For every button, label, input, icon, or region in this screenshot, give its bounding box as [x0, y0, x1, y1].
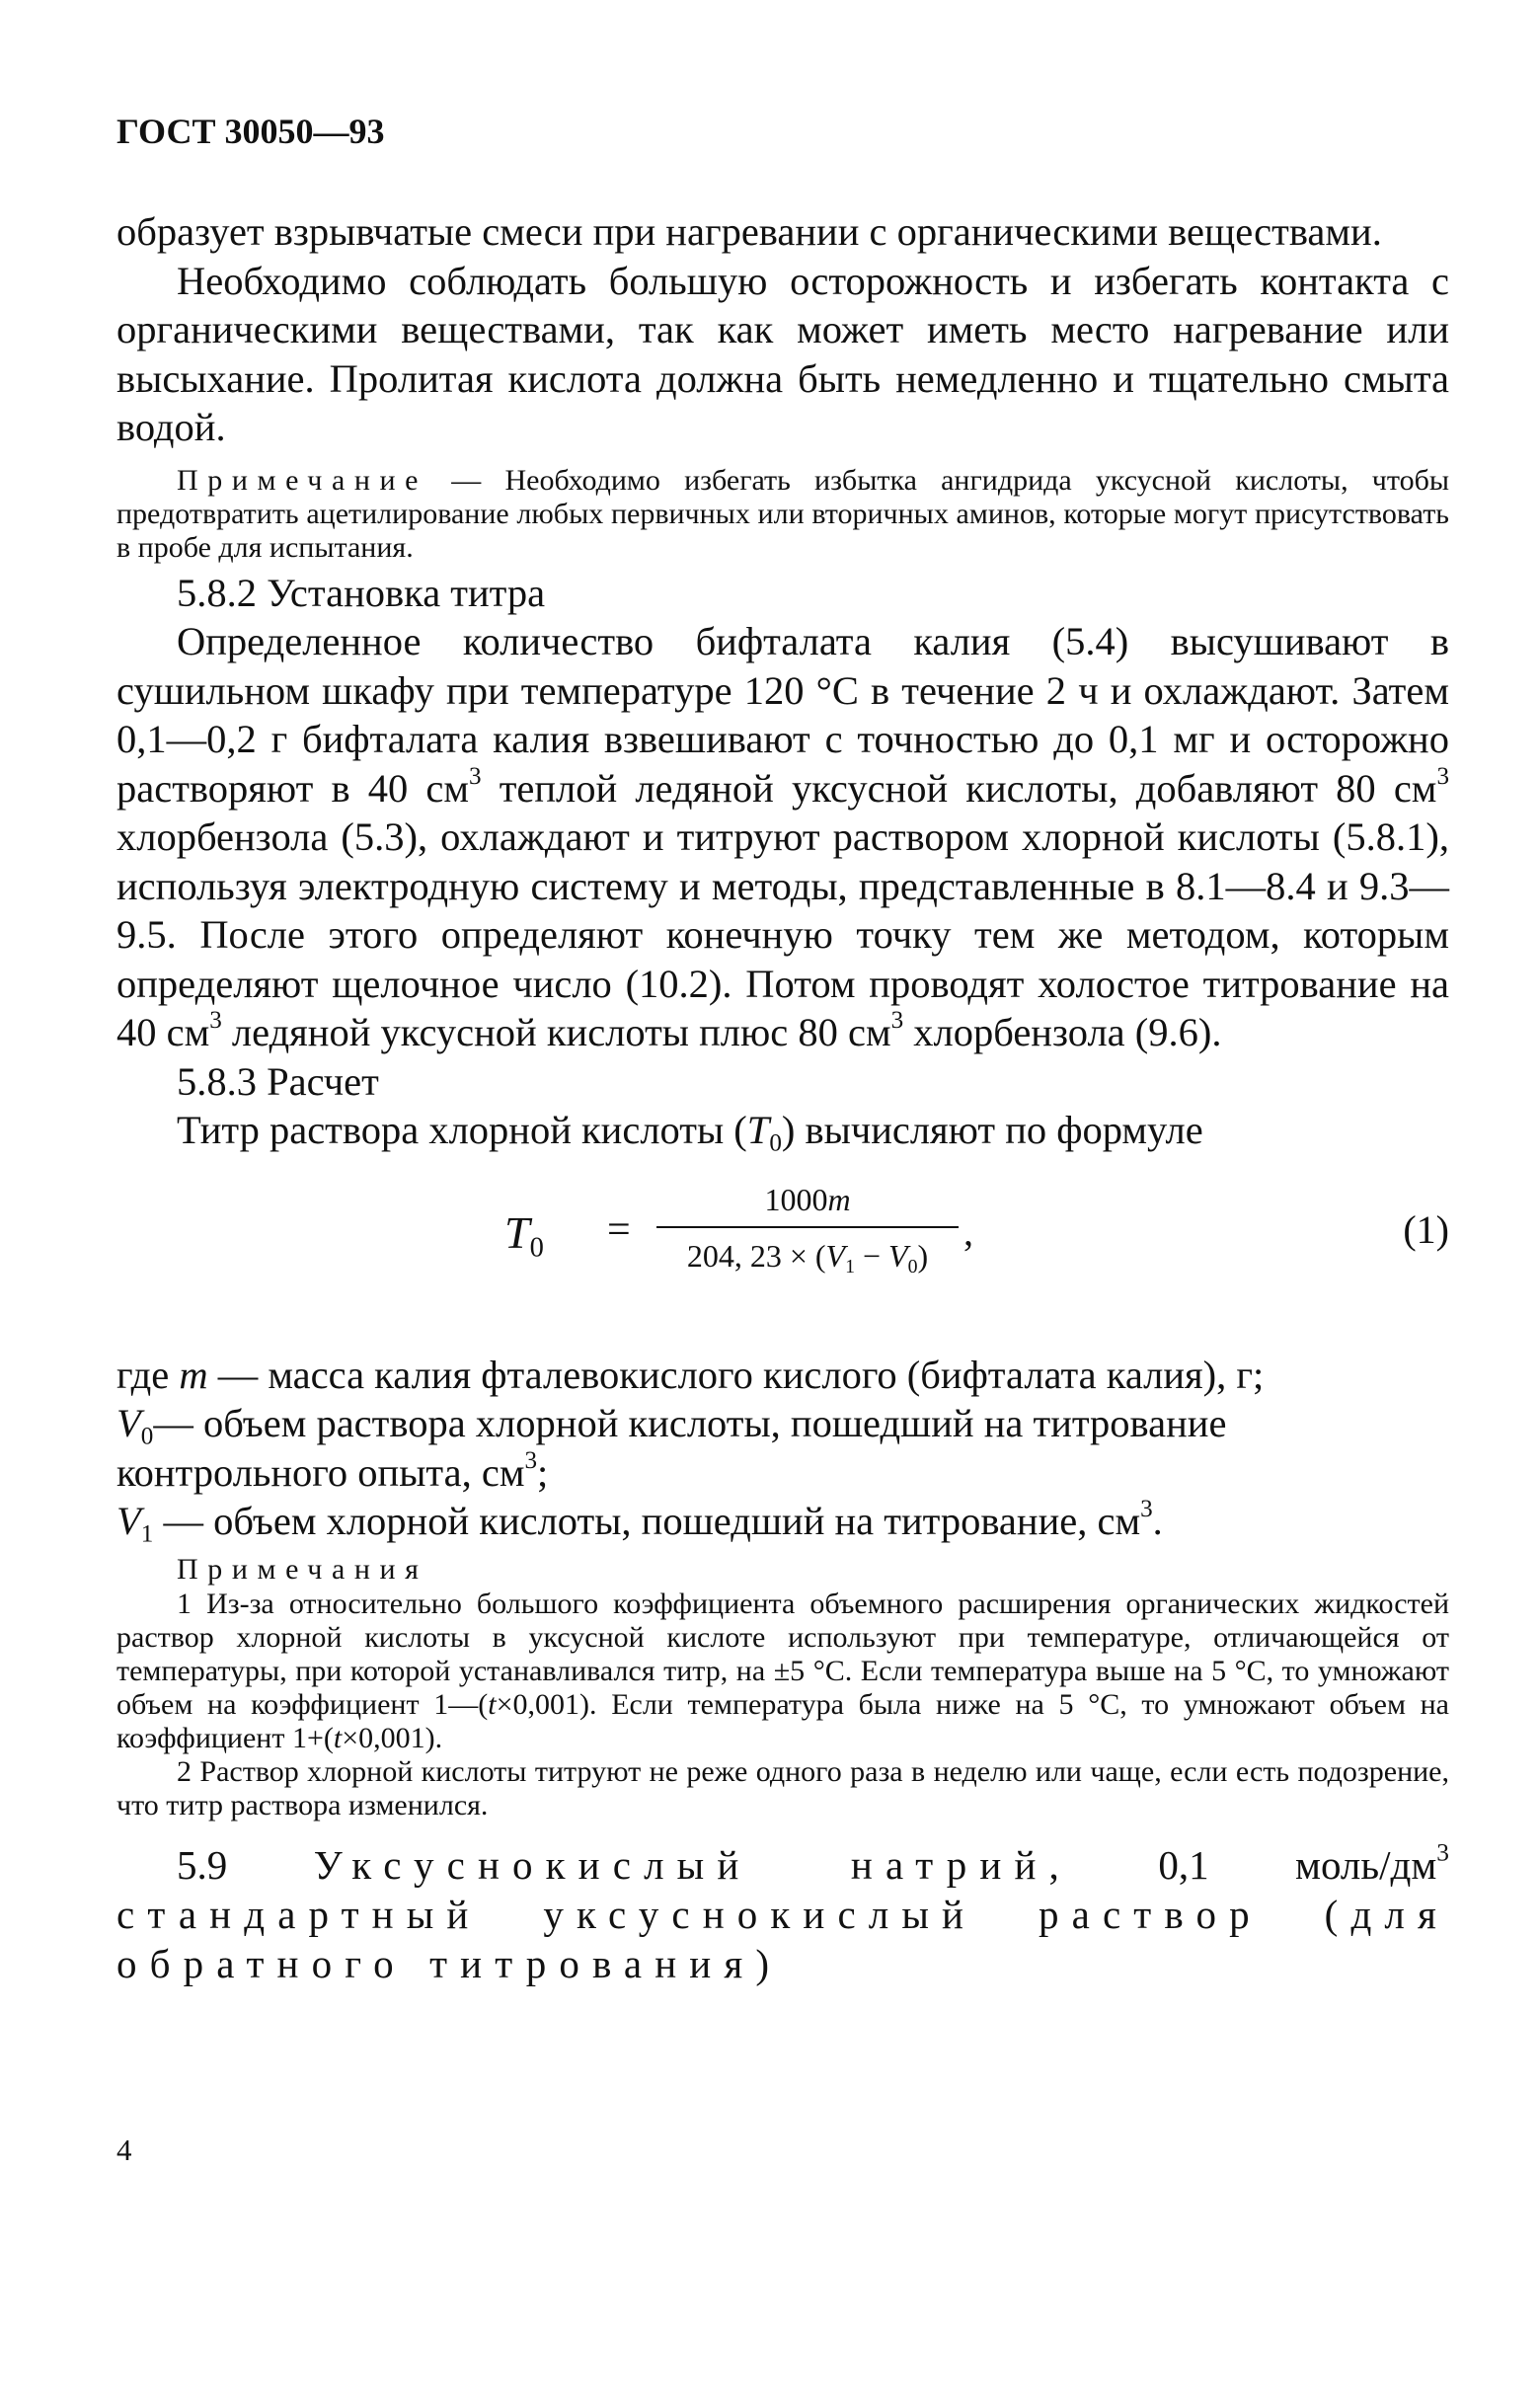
paragraph-caution: Необходимо соблюдать большую осторожность и избегать контакта с органическими веществами, так как может иметь место нагревание или высыхание. Пролитая кислота должна быть немедленно и тщательно смыта водой.: [116, 258, 1449, 449]
section-number: 5.9: [177, 1841, 314, 1888]
notes-title: [116, 1552, 1449, 1588]
text-run: Определенное количество бифталата калия (5.4) высушивают в сушильном шкафу при температуре 120 °С в течение 2 ч и охлаждают. Затем 0,1—0,2 г бифталата калия взвешивают с точностью до 0,1 мг и осторожно растворяют в 40 см: [116, 619, 1449, 811]
page-number: 4: [116, 2132, 132, 2167]
section-title-b: стандартный уксуснокислый раствор (для обратного титрования): [116, 1891, 1449, 1986]
subscript: 1: [140, 1520, 154, 1548]
fraction-denominator: [656, 1228, 959, 1283]
paragraph-continuation: образует взрывчатые смеси при нагревании с органическими веществами.: [116, 209, 1382, 254]
note-item-2: 2 Раствор хлорной кислоты титруют не реже одного раза в неделю или чаще, если есть подозрение, что титр раствора изменился.: [116, 1754, 1449, 1821]
formula-1: [116, 1173, 1449, 1321]
text-run: ледяной уксусной кислоты плюс 80 см: [221, 1010, 891, 1054]
text-run: ): [917, 1237, 929, 1274]
section-5-9-heading: [116, 1840, 1449, 1988]
text-run: контрольного опыта, см: [116, 1449, 525, 1495]
superscript: 3: [524, 1446, 538, 1474]
formula-lhs: [504, 1206, 544, 1264]
variable: T: [746, 1108, 770, 1152]
formula-fraction: [656, 1173, 959, 1283]
text-run: — объем раствора хлорной кислоты, пошедший на титрование: [153, 1401, 1227, 1445]
text-run: 1000: [764, 1181, 828, 1217]
variable: T: [504, 1206, 530, 1258]
variable: V: [825, 1237, 846, 1274]
variable: V: [116, 1499, 141, 1543]
text-run: 1 Из-за относительно большого коэффициента объемного расширения органических жидкостей раствор хлорной кислоты в уксусной кислоте используют при температуре, отличающейся от температуры, при которой устанавливался титр, на ±5 °С. Если температура выше на 5 °С, то умножают объем на коэффициент 1—(: [116, 1587, 1449, 1721]
variable: m: [179, 1352, 208, 1397]
superscript: 3: [1140, 1495, 1153, 1522]
formula-equals: =: [607, 1206, 631, 1253]
text-run: — объем хлорной кислоты, пошедший на титрование, см: [153, 1499, 1141, 1543]
section-5-8-3-intro: [116, 1106, 1449, 1155]
text-run: теплой ледяной уксусной кислоты, добавляют 80 см: [481, 765, 1437, 811]
section-5-8-3-title: 5.8.3 Расчет: [177, 1058, 379, 1104]
where-v1: [116, 1497, 1449, 1546]
where-m: [116, 1351, 1449, 1400]
text-run: −: [855, 1237, 889, 1274]
section-5-8-2-title: 5.8.2 Установка титра: [177, 570, 546, 615]
subscript: 1: [845, 1255, 855, 1278]
subscript: 0: [529, 1232, 544, 1264]
superscript: 3: [209, 1006, 222, 1034]
text-run: ) вычисляют по формуле: [781, 1108, 1203, 1152]
superscript: 3: [1436, 1838, 1449, 1867]
text-run: 204, 23 × (: [686, 1237, 826, 1274]
text-run: .: [1152, 1499, 1163, 1543]
text-run: хлорбензола (5.3), охлаждают и титруют раствором хлорной кислоты (5.8.1), используя электродную систему и методы, представленные в 8.1—8.4 и 9.3—9.5. После этого определяют конечную точку тем же методом, которым определяют щелочное число (10.2). Потом проводят холостое титрование на 40 см: [116, 814, 1449, 1054]
note-label: Примечание: [177, 463, 428, 497]
variable: t: [488, 1687, 497, 1721]
note-1: [116, 464, 1449, 565]
text-run: ;: [537, 1449, 549, 1495]
notes-label: Примечания: [177, 1552, 428, 1586]
superscript: 3: [468, 762, 482, 790]
variable: m: [827, 1181, 851, 1217]
variable: t: [333, 1721, 343, 1754]
section-5-8-2-text: [116, 617, 1449, 1057]
subscript: 0: [769, 1129, 782, 1157]
text-run: ×0,001).: [342, 1721, 443, 1754]
superscript: 3: [1436, 762, 1449, 790]
text-run: — масса калия фталевокислого кислого (бифталата калия), г;: [207, 1352, 1265, 1397]
subscript: 0: [907, 1255, 918, 1278]
subscript: 0: [140, 1423, 154, 1450]
formula-number: (1): [1403, 1206, 1449, 1252]
text-run: Титр раствора хлорной кислоты (: [177, 1108, 747, 1152]
section-title-unit: 0,1 моль/дм: [1071, 1841, 1437, 1888]
text-run: хлорбензола (9.6).: [903, 1010, 1222, 1054]
formula-comma: ,: [963, 1208, 973, 1254]
fraction-numerator: [656, 1173, 959, 1226]
section-title-a: Уксуснокислый натрий,: [313, 1841, 1072, 1888]
text-run: где: [116, 1352, 180, 1397]
where-v0: [116, 1399, 1449, 1448]
where-v0-cont: [116, 1448, 1449, 1498]
note-text: — Необходимо избегать избытка ангидрида уксусной кислоты, чтобы предотвратить ацетилирование любых первичных или вторичных аминов, которые могут присутствовать в пробе для испытания.: [116, 463, 1449, 564]
superscript: 3: [890, 1006, 904, 1034]
variable: V: [888, 1237, 908, 1274]
text-run: ×0,001). Если температура была ниже на 5 °С, то умножают объем на коэффициент 1+(: [116, 1687, 1449, 1754]
note-item-1: [116, 1588, 1449, 1755]
variable: V: [116, 1401, 141, 1445]
document-header: ГОСТ 30050—93: [116, 112, 385, 151]
